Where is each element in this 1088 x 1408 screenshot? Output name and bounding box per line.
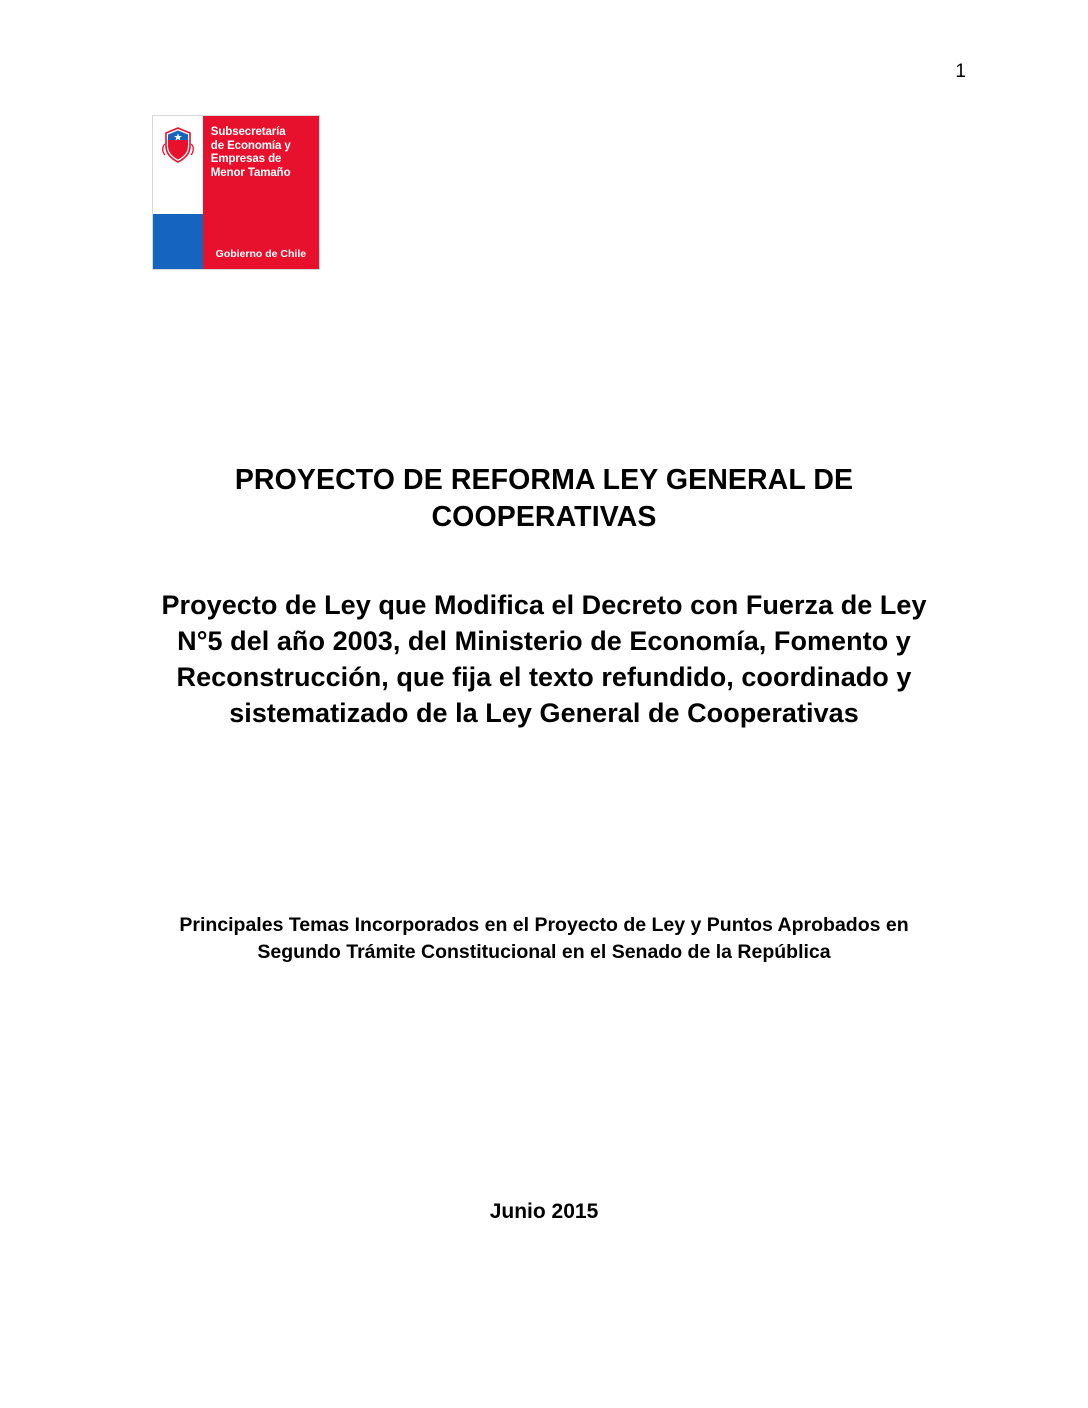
logo-organization-name — [203, 116, 319, 214]
logo-top-section — [153, 116, 319, 214]
logo-government-label: Gobierno de Chile — [203, 214, 319, 269]
page-title: PROYECTO DE REFORMA LEY GENERAL DE COOPERATIVAS — [234, 464, 854, 534]
logo-blue-band — [153, 214, 203, 269]
title-block — [144, 462, 944, 732]
logo-emblem-area — [153, 116, 203, 214]
document-date: Junio 2015 — [489, 1200, 599, 1223]
ministry-logo — [152, 115, 320, 270]
page-number: 1 — [955, 61, 966, 82]
logo-org-line-1: Subsecretaría — [210, 126, 286, 138]
logo-org-line-2: de Economía y — [210, 139, 291, 152]
logo-org-line-3: Empresas de — [210, 153, 282, 166]
document-note: Principales Temas Incorporados en el Proyecto de Ley y Puntos Aprobados en Segundo Trámite Constitucional en el Senado de la República — [179, 914, 909, 963]
document-subtitle: Proyecto de Ley que Modifica el Decreto con Fuerza de Ley N°5 del año 2003, del Ministerio de Economía, Fomento y Reconstrucción, que fija el texto refundido, coordinado y sistematizado de la Ley General de Cooperativas — [161, 590, 927, 728]
logo-org-line-4: Menor Tamaño — [210, 166, 291, 179]
logo-bottom-section — [153, 214, 319, 269]
chile-coat-of-arms-icon — [161, 126, 195, 164]
